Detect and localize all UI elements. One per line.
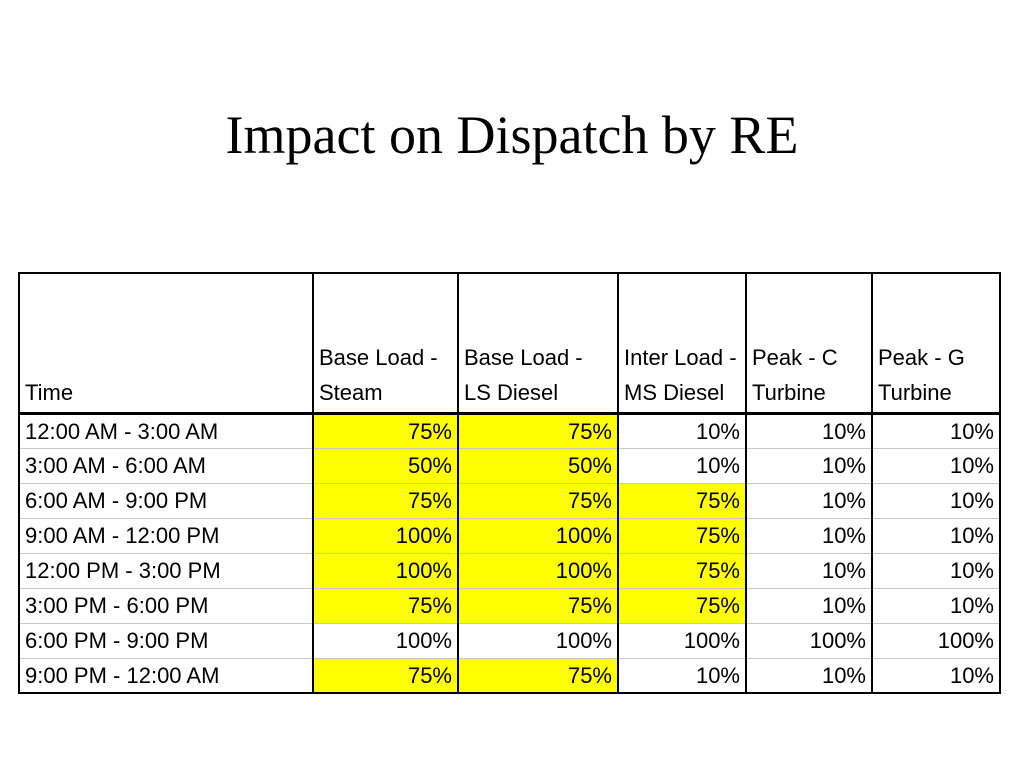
value-cell: 10%: [618, 658, 746, 693]
table-row: [19, 518, 1000, 553]
value-cell: 10%: [872, 483, 1000, 518]
table-header-row: [19, 273, 1000, 413]
value-cell: 10%: [746, 483, 872, 518]
time-cell: 6:00 AM - 9:00 PM: [19, 483, 313, 518]
value-cell: 10%: [618, 413, 746, 448]
value-cell: 10%: [872, 448, 1000, 483]
table-row: [19, 448, 1000, 483]
value-cell: 10%: [872, 658, 1000, 693]
value-cell: 10%: [746, 658, 872, 693]
time-cell: 9:00 PM - 12:00 AM: [19, 658, 313, 693]
value-cell: 75%: [313, 588, 458, 623]
dispatch-table: [18, 272, 1001, 694]
value-cell: 100%: [313, 553, 458, 588]
time-cell: 12:00 PM - 3:00 PM: [19, 553, 313, 588]
value-cell: 10%: [746, 588, 872, 623]
value-cell: 75%: [618, 518, 746, 553]
value-cell: 75%: [458, 413, 618, 448]
value-cell: 10%: [746, 448, 872, 483]
header-base-load-steam: Base Load - Steam: [313, 273, 458, 413]
value-cell: 75%: [313, 658, 458, 693]
header-base-load-ls-diesel: Base Load - LS Diesel: [458, 273, 618, 413]
value-cell: 10%: [872, 413, 1000, 448]
header-peak-g-turbine: Peak - G Turbine: [872, 273, 1000, 413]
value-cell: 100%: [313, 518, 458, 553]
value-cell: 50%: [313, 448, 458, 483]
value-cell: 10%: [746, 518, 872, 553]
value-cell: 10%: [746, 413, 872, 448]
value-cell: 100%: [872, 623, 1000, 658]
value-cell: 100%: [458, 623, 618, 658]
value-cell: 75%: [458, 658, 618, 693]
value-cell: 75%: [458, 483, 618, 518]
table-row: [19, 658, 1000, 693]
value-cell: 75%: [313, 483, 458, 518]
value-cell: 10%: [618, 448, 746, 483]
table-row: [19, 623, 1000, 658]
value-cell: 100%: [618, 623, 746, 658]
value-cell: 75%: [618, 483, 746, 518]
time-cell: 12:00 AM - 3:00 AM: [19, 413, 313, 448]
header-peak-c-turbine: Peak - C Turbine: [746, 273, 872, 413]
time-cell: 6:00 PM - 9:00 PM: [19, 623, 313, 658]
header-time: Time: [19, 273, 313, 413]
table-row: [19, 588, 1000, 623]
value-cell: 10%: [746, 553, 872, 588]
table-row: [19, 483, 1000, 518]
value-cell: 100%: [746, 623, 872, 658]
time-cell: 3:00 PM - 6:00 PM: [19, 588, 313, 623]
value-cell: 75%: [618, 588, 746, 623]
value-cell: 100%: [313, 623, 458, 658]
value-cell: 75%: [618, 553, 746, 588]
value-cell: 50%: [458, 448, 618, 483]
value-cell: 75%: [458, 588, 618, 623]
value-cell: 75%: [313, 413, 458, 448]
slide-title: Impact on Dispatch by RE: [225, 105, 799, 165]
value-cell: 100%: [458, 553, 618, 588]
time-cell: 9:00 AM - 12:00 PM: [19, 518, 313, 553]
value-cell: 10%: [872, 518, 1000, 553]
time-cell: 3:00 AM - 6:00 AM: [19, 448, 313, 483]
table-row: [19, 553, 1000, 588]
value-cell: 10%: [872, 553, 1000, 588]
table-row: [19, 413, 1000, 448]
value-cell: 100%: [458, 518, 618, 553]
value-cell: 10%: [872, 588, 1000, 623]
header-inter-load-ms-diesel: Inter Load - MS Diesel: [618, 273, 746, 413]
